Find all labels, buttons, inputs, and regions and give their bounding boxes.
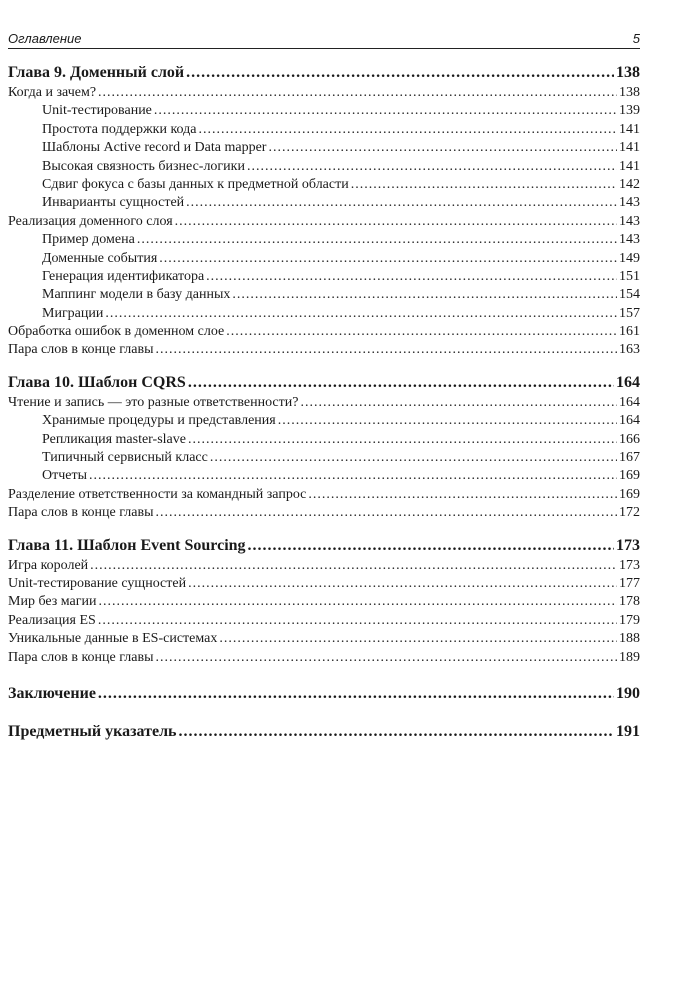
- toc-section[interactable]: [8, 213, 640, 231]
- toc-subsection-title: Unit-тестирование: [42, 103, 152, 119]
- toc-page-number: 169: [619, 486, 640, 502]
- toc-subsection[interactable]: [8, 286, 640, 304]
- toc-leader-dots: [300, 394, 617, 412]
- toc-subsection-title: Доменные события: [42, 250, 158, 266]
- toc-chapter-title: Глава 10. Шаблон CQRS: [8, 373, 186, 391]
- toc-section-title: Пара слов в конце главы: [8, 649, 154, 665]
- toc-leader-dots: [154, 102, 617, 120]
- toc-subsection-title: Маппинг модели в базу данных: [42, 287, 231, 303]
- toc-page-number: 157: [619, 305, 640, 321]
- toc-section[interactable]: [8, 612, 640, 630]
- toc-subsection[interactable]: [8, 467, 640, 485]
- toc-subsection[interactable]: [8, 412, 640, 430]
- toc-section[interactable]: [8, 649, 640, 667]
- toc-chapter-9[interactable]: [8, 62, 640, 84]
- toc-page-number: 169: [619, 468, 640, 484]
- toc-page-number: 154: [619, 287, 640, 303]
- toc-subsection[interactable]: [8, 194, 640, 212]
- toc-page-number: 149: [619, 250, 640, 266]
- toc-chapter-10[interactable]: [8, 372, 640, 394]
- toc-leader-dots: [188, 372, 614, 394]
- toc-subsection-title: Репликация master-slave: [42, 431, 186, 447]
- toc-subsection[interactable]: [8, 268, 640, 286]
- toc-section[interactable]: [8, 575, 640, 593]
- toc-section-title: Обработка ошибок в доменном слое: [8, 324, 225, 340]
- toc-page-number: 164: [619, 413, 640, 429]
- toc-conclusion[interactable]: [8, 683, 640, 705]
- toc-leader-dots: [186, 194, 617, 212]
- toc-section-title: Реализация ES: [8, 612, 96, 628]
- toc-chapter-title: Глава 9. Доменный слой: [8, 64, 185, 81]
- toc-section-title: Чтение и запись — это разные ответственности?: [8, 394, 299, 410]
- toc-page-number: 172: [619, 505, 640, 521]
- toc-subsection[interactable]: [8, 102, 640, 120]
- toc-leader-dots: [98, 84, 617, 102]
- toc-leader-dots: [278, 412, 617, 430]
- toc-page-number: 166: [619, 431, 640, 447]
- toc-leader-dots: [90, 557, 617, 575]
- toc-page-number: 138: [619, 85, 640, 100]
- header-title: Оглавление: [8, 31, 82, 46]
- toc-leader-dots: [156, 649, 618, 667]
- toc-chapter-title: Предметный указатель: [8, 722, 177, 740]
- toc-leader-dots: [159, 250, 617, 268]
- toc-section[interactable]: [8, 486, 640, 504]
- toc-page-number: 141: [619, 140, 640, 156]
- toc-section[interactable]: [8, 84, 640, 102]
- toc-leader-dots: [105, 305, 617, 323]
- toc-leader-dots: [248, 535, 614, 557]
- toc-leader-dots: [198, 121, 617, 139]
- toc-leader-dots: [188, 431, 617, 449]
- toc-section-title: Уникальные данные в ES-системах: [8, 631, 218, 647]
- toc-page-number: 179: [619, 612, 640, 628]
- toc-leader-dots: [179, 721, 614, 743]
- toc-section[interactable]: [8, 341, 640, 359]
- toc-page-number: 141: [619, 158, 640, 174]
- toc-subsection-title: Шаблоны Active record и Data mapper: [42, 140, 267, 156]
- toc-leader-dots: [98, 683, 614, 705]
- toc-subsection[interactable]: [8, 250, 640, 268]
- toc-section-title: Игра королей: [8, 557, 89, 573]
- toc-leader-dots: [98, 612, 617, 630]
- toc-page-number: 143: [619, 195, 640, 211]
- toc-subsection-title: Инварианты сущностей: [42, 195, 185, 211]
- toc-page-number: 142: [619, 176, 640, 192]
- toc-page-number: 189: [619, 649, 640, 665]
- toc-section-title: Мир без магии: [8, 594, 97, 610]
- toc-page-number: 143: [619, 213, 640, 229]
- toc-subsection-title: Хранимые процедуры и представления: [42, 413, 276, 429]
- toc-page-number: 188: [619, 631, 640, 647]
- toc-chapter-title: Глава 11. Шаблон Event Sourcing: [8, 536, 246, 554]
- toc-section-title: Разделение ответственности за командный запрос: [8, 486, 307, 502]
- toc-leader-dots: [308, 486, 617, 504]
- toc-page-number: 173: [619, 557, 640, 573]
- toc-page-number: 141: [619, 121, 640, 137]
- toc-leader-dots: [210, 449, 617, 467]
- toc-page-number: 161: [619, 324, 640, 340]
- toc-section-title: Когда и зачем?: [8, 85, 97, 100]
- toc-page-number: 191: [616, 722, 640, 740]
- toc-section[interactable]: [8, 323, 640, 341]
- toc-subsection[interactable]: [8, 176, 640, 194]
- toc-subsection[interactable]: [8, 431, 640, 449]
- toc-page-number: 167: [619, 450, 640, 466]
- toc-leader-dots: [188, 575, 617, 593]
- toc-leader-dots: [99, 593, 618, 611]
- toc-page-number: 190: [616, 684, 640, 702]
- toc-subsection-title: Пример домена: [42, 232, 135, 248]
- toc-section[interactable]: [8, 394, 640, 412]
- toc-leader-dots: [89, 467, 617, 485]
- toc-page-number: 138: [616, 64, 640, 81]
- toc-subsection[interactable]: [8, 231, 640, 249]
- toc-subsection[interactable]: [8, 449, 640, 467]
- toc-chapter-title: Заключение: [8, 684, 96, 702]
- toc-chapter-11[interactable]: [8, 535, 640, 557]
- toc-leader-dots: [268, 139, 617, 157]
- toc-page-number: 139: [619, 103, 640, 119]
- toc-section-title: Пара слов в конце главы: [8, 505, 154, 521]
- toc-subsection[interactable]: [8, 305, 640, 323]
- toc-page-number: 178: [619, 594, 640, 610]
- toc-subsection-title: Высокая связность бизнес-логики: [42, 158, 245, 174]
- toc-subsection[interactable]: [8, 158, 640, 176]
- header-page-number: 5: [632, 31, 640, 46]
- toc-section-title: Unit-тестирование сущностей: [8, 575, 187, 591]
- toc-subsection-title: Простота поддержки кода: [42, 121, 197, 137]
- toc-page-number: 164: [619, 394, 640, 410]
- toc-leader-dots: [351, 176, 617, 194]
- toc-section[interactable]: [8, 557, 640, 575]
- toc-page-number: 143: [619, 232, 640, 248]
- toc-section[interactable]: [8, 593, 640, 611]
- toc-subsection-title: Отчеты: [42, 468, 88, 484]
- toc-page-number: 151: [619, 268, 640, 284]
- toc-page-number: 164: [616, 373, 640, 391]
- toc-leader-dots: [137, 231, 617, 249]
- toc-subsection-title: Миграции: [42, 305, 104, 321]
- toc-leader-dots: [247, 158, 617, 176]
- toc-leader-dots: [175, 213, 617, 231]
- toc-leader-dots: [206, 268, 617, 286]
- toc-leader-dots: [156, 341, 618, 359]
- table-of-contents: [8, 62, 640, 743]
- toc-leader-dots: [232, 286, 617, 304]
- toc-subject-index[interactable]: [8, 721, 640, 743]
- toc-subsection-title: Сдвиг фокуса с базы данных к предметной области: [42, 176, 349, 192]
- toc-leader-dots: [226, 323, 617, 341]
- toc-leader-dots: [186, 62, 614, 84]
- toc-section[interactable]: [8, 504, 640, 522]
- toc-page-number: 173: [616, 536, 640, 554]
- running-header: [8, 28, 640, 49]
- toc-section-title: Реализация доменного слоя: [8, 213, 173, 229]
- toc-page-number: 163: [619, 342, 640, 358]
- toc-leader-dots: [219, 630, 617, 648]
- toc-subsection[interactable]: [8, 121, 640, 139]
- toc-subsection-title: Типичный сервисный класс: [42, 450, 208, 466]
- toc-page-number: 177: [619, 575, 640, 591]
- toc-section-title: Пара слов в конце главы: [8, 342, 154, 358]
- toc-section[interactable]: [8, 630, 640, 648]
- toc-subsection[interactable]: [8, 139, 640, 157]
- toc-leader-dots: [156, 504, 618, 522]
- toc-subsection-title: Генерация идентификатора: [42, 268, 205, 284]
